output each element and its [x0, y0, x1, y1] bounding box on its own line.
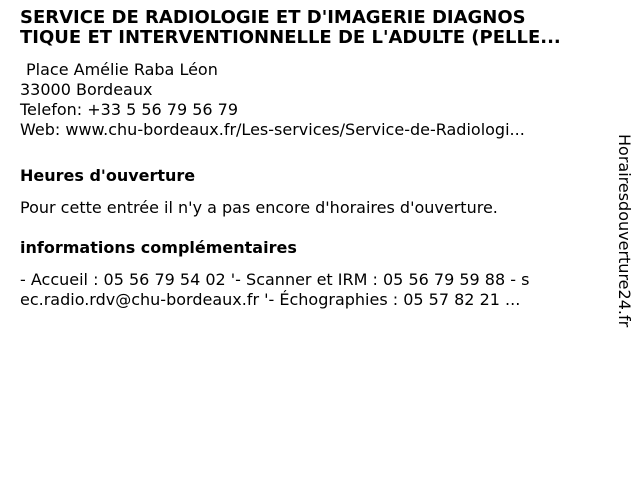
- phone-number: Telefon: +33 5 56 79 56 79: [20, 100, 239, 119]
- site-brand-vertical: Horairesdouverture24.fr: [615, 134, 634, 328]
- street-address: Place Amélie Raba Léon: [26, 60, 218, 79]
- opening-hours-heading: Heures d'ouverture: [20, 166, 196, 185]
- additional-info-line-2: ec.radio.rdv@chu-bordeaux.fr '- Échographies : 05 57 82 21 ...: [20, 290, 521, 309]
- website-link[interactable]: Web: www.chu-bordeaux.fr/Les-services/Service-de-Radiologi...: [20, 120, 525, 139]
- page-title-line-1: SERVICE DE RADIOLOGIE ET D'IMAGERIE DIAGNOS: [20, 8, 526, 28]
- additional-info-line-1: - Accueil : 05 56 79 54 02 '- Scanner et IRM : 05 56 79 59 88 - s: [20, 270, 530, 289]
- additional-info-heading: informations complémentaires: [20, 238, 297, 257]
- page-title-line-2: TIQUE ET INTERVENTIONNELLE DE L'ADULTE (PELLE...: [20, 27, 561, 48]
- address-block: [20, 60, 610, 140]
- opening-hours-message: Pour cette entrée il n'y a pas encore d'horaires d'ouverture.: [20, 198, 498, 217]
- opening-hours-text: [20, 198, 610, 218]
- additional-info-text: [20, 270, 610, 310]
- city-postal-code: 33000 Bordeaux: [20, 80, 153, 99]
- entry-details: [20, 8, 610, 310]
- page-title: [20, 8, 610, 48]
